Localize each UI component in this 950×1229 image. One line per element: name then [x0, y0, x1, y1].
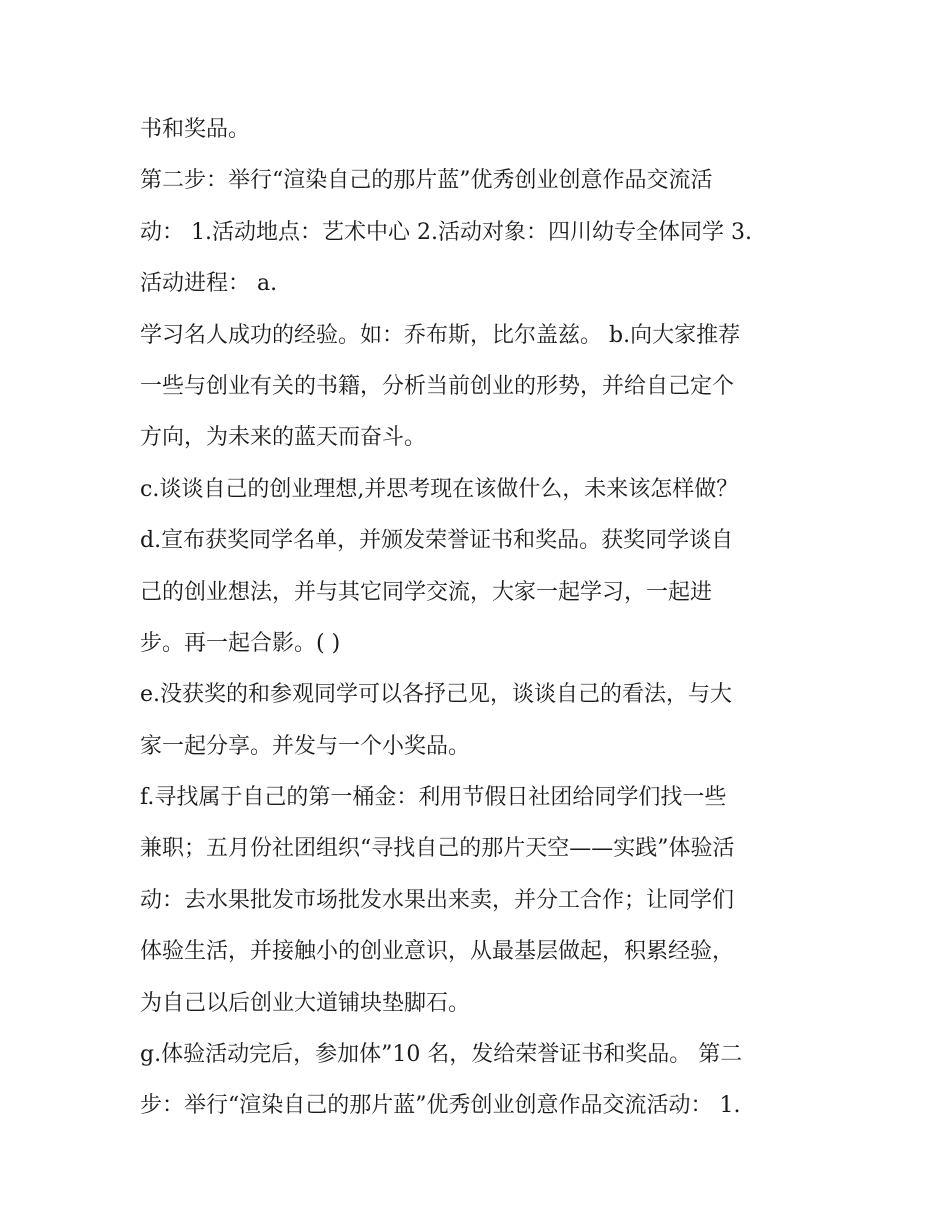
text-line: 动：去水果批发市场批发水果出来卖，并分工合作；让同学们	[140, 887, 735, 913]
text-line: 书和奖品。	[140, 117, 251, 142]
text-line: 一些与创业有关的书籍，分析当前创业的形势，并给自己定个	[140, 373, 735, 399]
text-line: 家一起分享。并发与一个小奖品。	[140, 733, 471, 759]
text-line: d.宣布获奖同学名单，并颁发荣誉证书和奖品。获奖同学谈自	[140, 528, 734, 554]
body-text	[140, 104, 820, 1132]
text-line: 活动进程： a.	[140, 271, 278, 297]
text-line: f.寻找属于自己的第一桶金：利用节假日社团给同学们找一些	[140, 785, 727, 811]
text-line: 步：举行“渲染自己的那片蓝”优秀创业创意作品交流活动： 1.	[140, 1093, 741, 1119]
text-line: 第二步：举行“渲染自己的那片蓝”优秀创业创意作品交流活	[140, 168, 713, 194]
text-line: e.没获奖的和参观同学可以各抒己见，谈谈自己的看法，与大	[140, 682, 733, 708]
text-line: 方向，为未来的蓝天而奋斗。	[140, 425, 427, 451]
text-line: 步。再一起合影。( )	[140, 630, 341, 656]
text-line: 学习名人成功的经验。如：乔布斯，比尔盖兹。 b.向大家推荐	[140, 322, 741, 348]
text-line: c.谈谈自己的创业理想,并思考现在该做什么，未来该怎样做？	[140, 476, 739, 502]
text-line: 兼职；五月份社团组织“寻找自己的那片天空——实践”体验活	[140, 836, 735, 862]
text-line: g.体验活动完后，参加体”10 名，发给荣誉证书和奖品。 第二	[140, 1042, 743, 1068]
text-line: 己的创业想法，并与其它同学交流，大家一起学习，一起进	[140, 579, 713, 605]
text-line: 为自己以后创业大道铺块垫脚石。	[140, 990, 471, 1016]
text-line: 动： 1.活动地点：艺术中心 2.活动对象：四川幼专全体同学 3.	[140, 219, 752, 245]
text-line: 体验生活，并接触小的创业意识，从最基层做起，积累经验，	[140, 939, 735, 965]
